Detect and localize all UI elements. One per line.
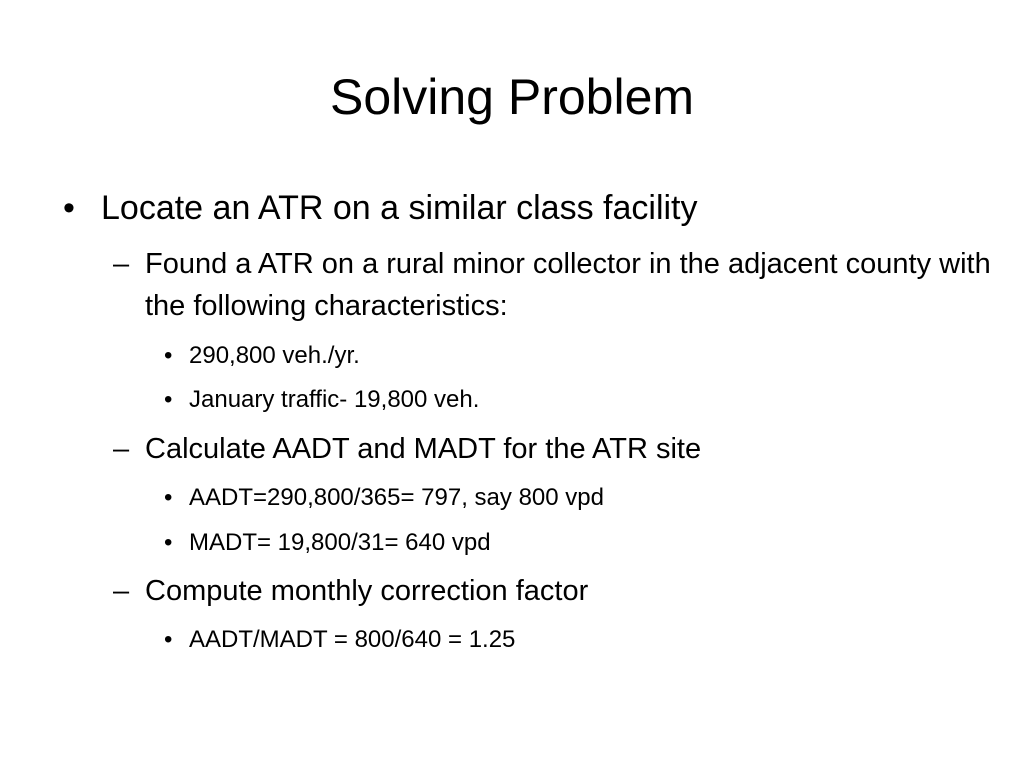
bullet-marker-level2: – [113,575,130,607]
bullet-calculate-item-text: MADT= 19,800/31= 640 vpd [189,529,491,556]
bullet-compute-text: Compute monthly correction factor [145,575,589,607]
bullet-marker-level3: • [164,386,173,413]
bullet-marker-level3: • [164,626,173,653]
bullet-marker-level2: – [113,248,130,280]
bullet-marker-level1: • [63,189,75,227]
bullet-marker-level2: – [113,433,130,465]
bullet-calculate-item-text: AADT=290,800/365= 797, say 800 vpd [189,484,604,511]
bullet-compute-item-text: AADT/MADT = 800/640 = 1.25 [189,626,516,653]
bullet-marker-level3: • [164,484,173,511]
bullet-marker-level3: • [164,342,173,369]
slide-title: Solving Problem [329,69,695,125]
bullet-main-text: Locate an ATR on a similar class facility [101,189,698,227]
bullet-calculate-text: Calculate AADT and MADT for the ATR site [145,433,702,465]
bullet-found-item-text: January traffic- 19,800 veh. [189,386,480,413]
bullet-marker-level3: • [164,529,173,556]
bullet-found-text: Found a ATR on a rural minor collector in the adjacent county with the following characteristics: [145,248,991,322]
bullet-found-item-text: 290,800 veh./yr. [189,342,360,369]
